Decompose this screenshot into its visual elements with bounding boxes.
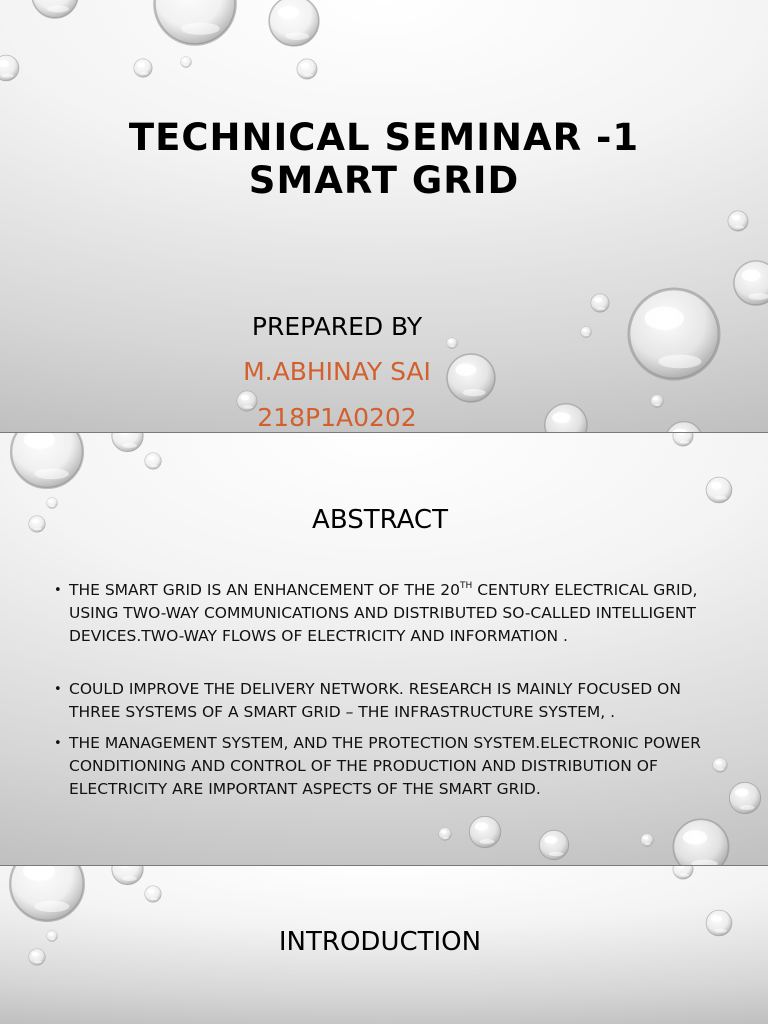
author-name: M.ABHINAY SAI [243, 357, 431, 386]
list-item: • THE SMART GRID IS AN ENHANCEMENT OF THE 20TH CENTURY ELECTRICAL GRID, USING TWO-WAY COMMUNICATIONS AND DISTRIBUTED SO-CALLED INTELLIGENT DEVICES.TWO-WAY FLOWS OF ELECTRICITY AND INFORMATION . [54, 579, 704, 648]
abstract-slide [0, 433, 768, 865]
slide-title [0, 118, 768, 203]
title-line-1: TECHNICAL SEMINAR -1 [128, 116, 640, 159]
title-line-2: SMART GRID [248, 158, 520, 202]
title-slide [0, 0, 768, 432]
prepared-by-label: PREPARED BY [251, 312, 423, 341]
list-item: • COULD IMPROVE THE DELIVERY NETWORK. RESEARCH IS MAINLY FOCUSED ON THREE SYSTEMS OF A SMART GRID – THE INFRASTRUCTURE SYSTEM, . [54, 678, 704, 724]
section-heading-introduction: INTRODUCTION [278, 927, 482, 957]
introduction-slide [0, 866, 768, 1024]
roll-number: 218P1A0202 [257, 403, 417, 432]
section-heading-abstract: ABSTRACT [312, 505, 448, 535]
abstract-bullet-list [54, 579, 704, 801]
list-item: • THE MANAGEMENT SYSTEM, AND THE PROTECTION SYSTEM.ELECTRONIC POWER CONDITIONING AND CONTROL OF THE PRODUCTION AND DISTRIBUTION OF ELECTRICITY ARE IMPORTANT ASPECTS OF THE SMART GRID. [54, 732, 704, 801]
